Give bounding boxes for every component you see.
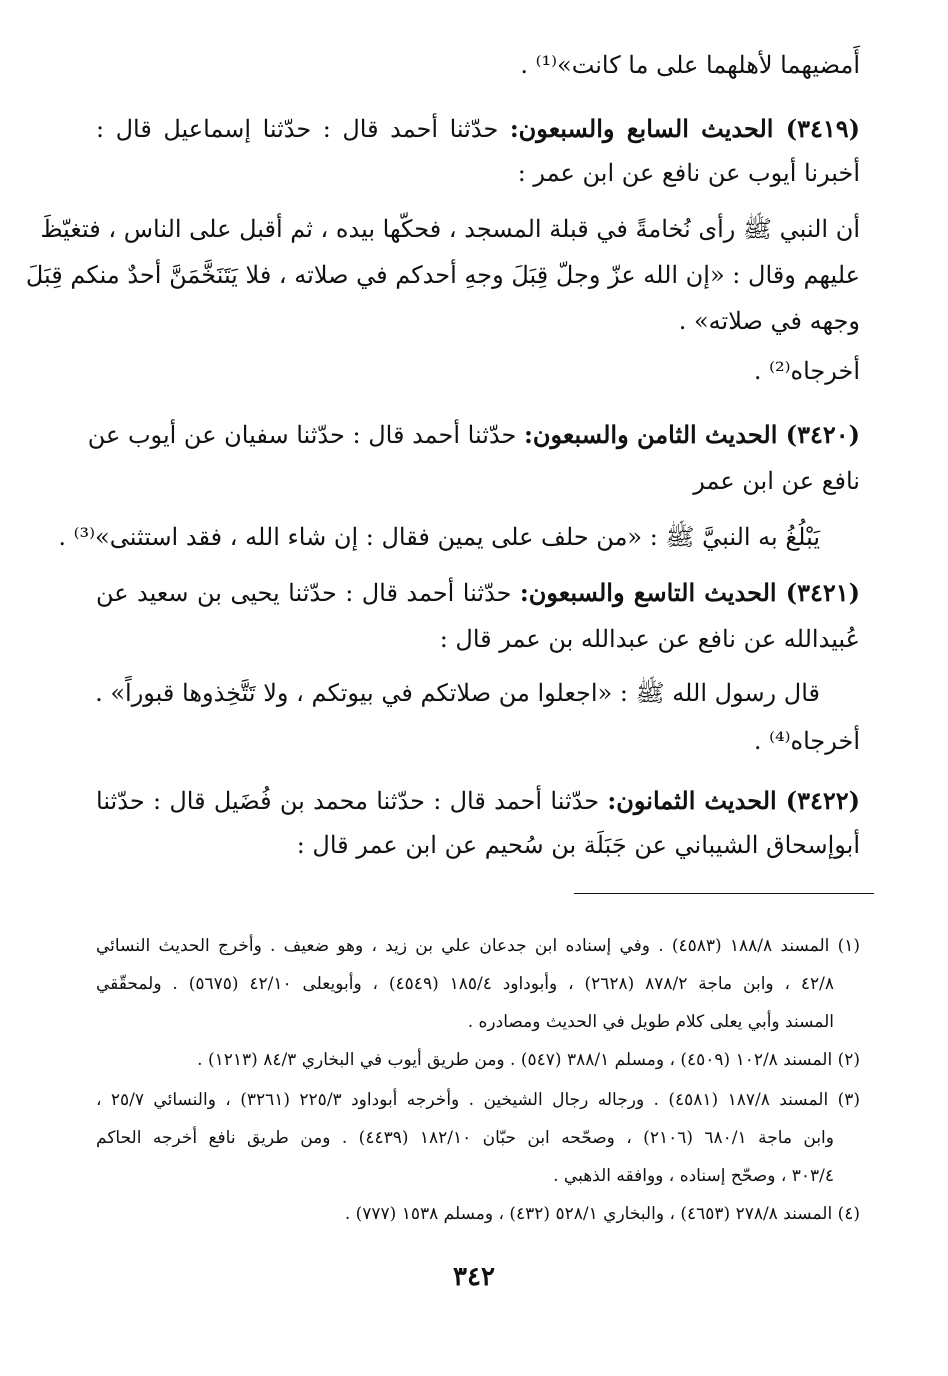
footnote-line: وابن ماجة ٦٨٠/١ (٢١٠٦) ، وصحّحه ابن حبّان ١٨٢/١٠ (٤٤٣٩) . ومن طريق نافع أخرجه الحاكم bbox=[96, 1128, 834, 1148]
footnote-line: (٣) المسند ١٨٧/٨ (٤٥٨١) . ورجاله رجال الشيخين . وأخرجه أبوداود ٢٢٥/٣ (٣٢٦١) ، والنسائي ٢٥/٧ ، bbox=[96, 1090, 861, 1110]
page-number: ٣٤٢ bbox=[453, 1262, 495, 1292]
footnote-line: ٤٢/٨ ، وابن ماجة ٨٧٨/٢ (٢٦٢٨) ، وأبوداود ١٨٥/٤ (٤٥٤٩) ، وأبويعلى ٤٢/١٠ (٥٦٧٥) . ولمحقّقي bbox=[96, 974, 834, 994]
text-line: أَمضيهما لأهلهما على ما كانت»⁽¹⁾ . bbox=[520, 51, 860, 79]
text-line: قال رسول الله ﷺ : «اجعلوا من صلاتكم في بيوتكم ، ولا تَتَّخِذوها قبوراً» . bbox=[95, 679, 820, 707]
footnote-line: المسند وأبي يعلى كلام طويل في الحديث ومصادره . bbox=[467, 1012, 834, 1032]
isnad-text: حدّثنا أحمد قال : حدّثنا سفيان عن أيوب عن bbox=[87, 421, 517, 449]
text-line: نافع عن ابن عمر bbox=[693, 467, 860, 495]
footnote-line: ٣٠٣/٤ ، وصحّح إسناده ، ووافقه الذهبي . bbox=[553, 1166, 834, 1186]
hadith-3419-heading-line bbox=[96, 112, 860, 146]
hadith-3420-heading-line bbox=[87, 418, 860, 452]
hadith-3421-heading-line bbox=[96, 576, 860, 610]
text-line: عليهم وقال : «إن الله عزّ وجلّ قِبَلَ وجهِ أحدكم في صلاته ، فلا يَتَنَخَّمَنَّ أحدٌ منكم قِبَلَ bbox=[25, 261, 860, 289]
text-line: عُبيدالله عن نافع عن عبدالله بن عمر قال : bbox=[439, 625, 860, 653]
text-line: أبوإسحاق الشيباني عن جَبَلَة بن سُحيم عن ابن عمر قال : bbox=[296, 831, 860, 859]
text-line: وجهه في صلاته» . bbox=[678, 307, 860, 335]
isnad-text: حدّثنا أحمد قال : حدّثنا يحيى بن سعيد عن bbox=[96, 579, 512, 607]
hadith-number-title: (٣٤٢٢) الحديث الثمانون: bbox=[607, 786, 861, 815]
footnote-line: (٢) المسند ١٠٢/٨ (٤٥٠٩) ، ومسلم ٣٨٨/١ (٥٤٧) . ومن طريق أيوب في البخاري ٨٤/٣ (١٢١٣) . bbox=[197, 1050, 860, 1070]
isnad-text: حدّثنا أحمد قال : حدّثنا محمد بن فُضَيل قال : حدّثنا bbox=[96, 787, 600, 815]
hadith-number-title: (٣٤١٩) الحديث السابع والسبعون: bbox=[509, 114, 860, 143]
isnad-text: حدّثنا أحمد قال : حدّثنا إسماعيل قال : bbox=[96, 115, 499, 143]
text-line: أن النبي ﷺ رأى نُخامةً في قبلة المسجد ، فحكّها بيده ، ثم أقبل على الناس ، فتغيّظَ bbox=[40, 215, 860, 243]
hadith-number-title: (٣٤٢٠) الحديث الثامن والسبعون: bbox=[523, 420, 860, 449]
footnote-line: (١) المسند ١٨٨/٨ (٤٥٨٣) . وفي إسناده ابن جدعان علي بن زيد ، وهو ضعيف . وأخرج الحديث النسائي bbox=[96, 936, 860, 956]
text-line: أخرجاه⁽²⁾ . bbox=[753, 357, 860, 385]
text-line: أخبرنا أيوب عن نافع عن ابن عمر : bbox=[517, 159, 860, 187]
footnote-line: (٤) المسند ٢٧٨/٨ (٤٦٥٣) ، والبخاري ٥٢٨/١ (٤٣٢) ، ومسلم ١٥٣٨ (٧٧٧) . bbox=[344, 1204, 860, 1224]
hadith-3422-heading-line bbox=[96, 784, 860, 818]
hadith-number-title: (٣٤٢١) الحديث التاسع والسبعون: bbox=[519, 578, 860, 607]
text-line: أخرجاه⁽⁴⁾ . bbox=[753, 727, 860, 755]
footnote-divider bbox=[574, 893, 874, 894]
text-line: يَبْلُغُ به النبيَّ ﷺ : «من حلف على يمين فقال : إن شاء الله ، فقد استثنى»⁽³⁾ . bbox=[58, 523, 820, 551]
